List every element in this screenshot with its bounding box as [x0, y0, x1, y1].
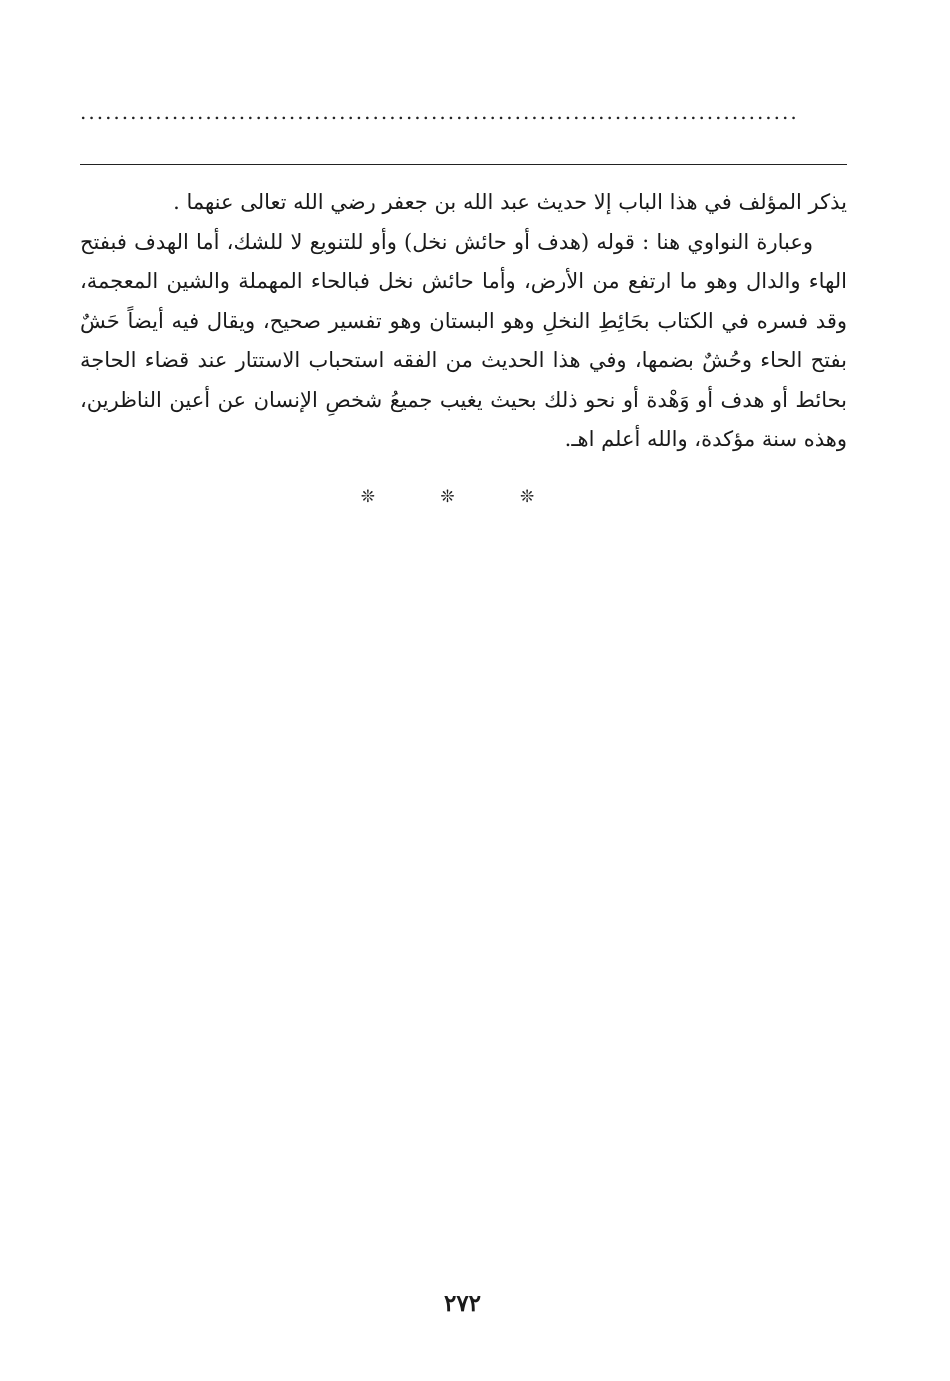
dotted-separator: ......................................................................................	[80, 102, 799, 122]
paragraph-2: وعبارة النواوي هنا : قوله (هدف أو حائش نخل) وأو للتنويع لا للشك، أما الهدف فبفتح الهاء والدال وهو ما ارتفع من الأرض، وأما حائش نخل فبالحاء المهملة والشين المعجمة، وقد فسره في الكتاب بحَائِطِ النخلِ وهو البستان وهو تفسير صحيح، ويقال فيه أيضاً حَشٌ بفتح الحاء وحُشٌ بضمها، وفي هذا الحديث من الفقه استحباب الاستتار عند قضاء الحاجة بحائط أو هدف أو وَهْدة أو نحو ذلك بحيث يغيب جميعُ شخصِ الإنسان عن أعين الناظرين، وهذه سنة مؤكدة، والله أعلم اهـ.	[80, 229, 847, 451]
paragraph-1: يذكر المؤلف في هذا الباب إلا حديث عبد الله بن جعفر رضي الله تعالى عنهما .	[173, 190, 847, 214]
section-break-stars: ❊ ❊ ❊	[360, 487, 565, 507]
footnote-text	[80, 183, 847, 460]
page-number: ٢٧٢	[443, 1290, 482, 1317]
footnote-rule	[80, 164, 847, 165]
